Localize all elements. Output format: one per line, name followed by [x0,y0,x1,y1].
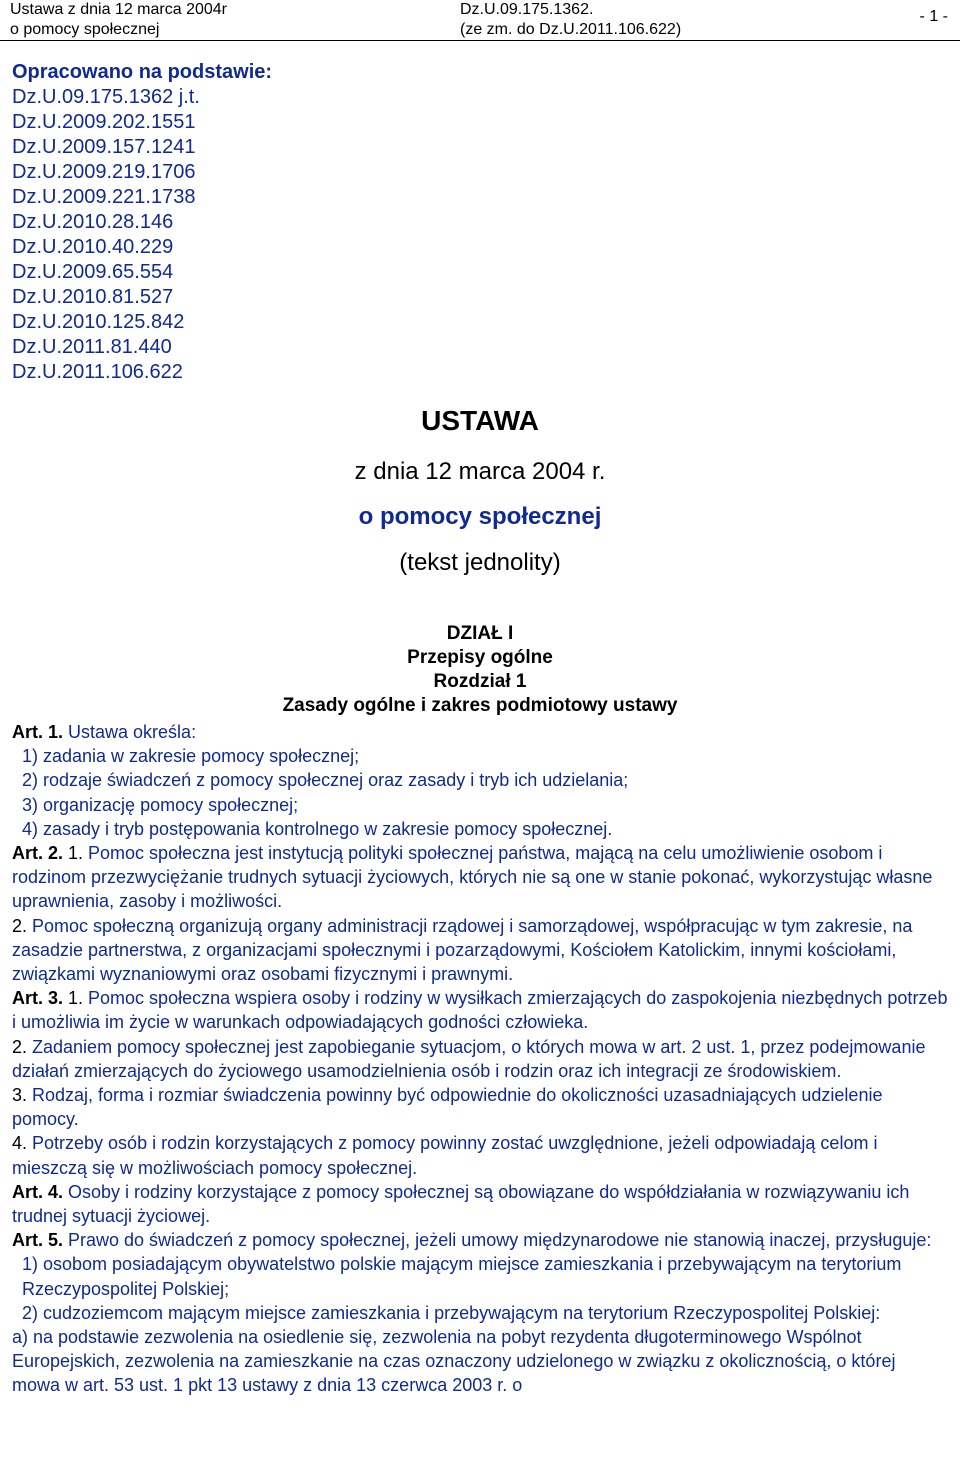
art4 [12,1180,948,1228]
source-item: Dz.U.2011.106.622 [12,361,183,383]
source-item: Dz.U.2009.219.1706 [12,161,196,183]
source-item: Dz.U.2010.28.146 [12,211,174,233]
source-item: Dz.U.2010.40.229 [12,236,174,258]
art1-item: 4) zasady i tryb postępowania kontrolnego w zakresie pomocy społecznej. [22,818,613,839]
art4-text: Osoby i rodziny korzystające z pomocy społecznej są obowiązane do współdziałania w rozwiązywaniu ich trudnej sytuacji życiowej. [12,1181,910,1227]
art1-intro-text: Ustawa określa: [63,722,197,742]
dzial-label: DZIAŁ I [446,623,514,644]
art3-par3-text: Rodzaj, forma i rozmiar świadczenia powinny być odpowiednie do okoliczności uzasadniających udzielenie pomocy. [12,1085,883,1130]
art1-item: 1) zadania w zakresie pomocy społecznej; [22,746,360,767]
art3-par4-text: Potrzeby osób i rodzin korzystających z pomocy powinny zostać uwzględnione, jeżeli odpowiadają celom i mieszczą się w możliwościach pomocy społecznej. [12,1133,878,1178]
art3-par2 [12,1035,948,1083]
source-item: Dz.U.2010.125.842 [12,311,185,333]
header-divider [0,40,960,41]
header-journal-ref: Dz.U.09.175.1362. [460,1,594,18]
art2-par1 [12,841,948,914]
sources-items [12,85,948,385]
source-item: Dz.U.2009.221.1738 [12,186,196,208]
art5-text: Prawo do świadczeń z pomocy społecznej, jeżeli umowy międzynarodowe nie stanowią inaczej, przysługuje: [63,1230,932,1251]
rozdzial-label: Rozdział 1 [433,671,527,692]
document-body [12,720,948,1398]
source-item: Dz.U.09.175.1362 j.t. [12,86,200,108]
art5-item-a: a) na podstawie zezwolenia na osiedlenie się, zezwolenia na pobyt rezydenta długoterminowego Wspólnot Europejskich, zezwolenia na zamieszkanie na czas oznaczony udzielonego w związku z okolicznością, o której mowa w art. 53 ust. 1 pkt 13 ustawy z dnia 13 czerwca 2003 r. o [12,1327,896,1396]
art2-par1-num: 1. [63,843,84,864]
art2-par2-text: Pomoc społeczną organizują organy administracji rządowej i samorządowej, współpracując w tym zakresie, na zasadzie partnerstwa, z organizacjami społecznymi i pozarządowymi, Kościołem Katolickim, innymi kościołami, związkami wyznaniowymi oraz osobami fizycznymi i prawnymi. [12,915,913,985]
source-item: Dz.U.2010.81.527 [12,286,174,308]
art4-label: Art. 4. [12,1181,64,1202]
document-note: (tekst jednolity) [399,549,561,576]
page-number: - 1 - [919,8,948,25]
art3-par1-text: Pomoc społeczna wspiera osoby i rodziny w wysiłkach zmierzających do zaspokojenia niezbędnych potrzeb i umożliwia im życie w warunkach odpowiadających godności człowieka. [12,988,948,1033]
art2-label: Art. 2. [12,843,64,864]
document-date: z dnia 12 marca 2004 r. [354,458,606,485]
source-item: Dz.U.2009.65.554 [12,261,174,283]
art2-par2-num: 2. [12,915,28,936]
art1-label: Art. 1. [12,722,64,742]
art3-par1-num: 1. [63,988,84,1009]
source-item: Dz.U.2009.202.1551 [12,111,196,133]
art1-intro [12,720,948,744]
art1-item: 2) rodzaje świadczeń z pomocy społecznej oraz zasady i tryb ich udzielania; [22,770,629,791]
rozdzial-name: Zasady ogólne i zakres podmiotowy ustawy [282,695,678,716]
art3-par2-num: 2. [12,1036,28,1057]
art3-par4-num: 4. [12,1133,28,1154]
sources-list [12,60,948,385]
header-amendments: (ze zm. do Dz.U.2011.106.622) [460,21,682,38]
art3-par2-text: Zadaniem pomocy społecznej jest zapobieganie sytuacjom, o których mowa w art. 2 ust. 1, przez podejmowanie działań zmierzających do życiowego usamodzielnienia osób i rodzin oraz ich integracji ze środowiskiem. [12,1036,926,1081]
art3-par4 [12,1131,948,1179]
art5-item1: 1) osobom posiadającym obywatelstwo polskie mającym miejsce zamieszkania i przebywającym na terytorium Rzeczypospolitej Polskiej; [22,1254,902,1299]
art3-par1 [12,986,948,1034]
dzial-name: Przepisy ogólne [407,647,553,668]
header-left [10,0,227,40]
art2-par1-text: Pomoc społeczna jest instytucją polityki społecznej państwa, mającą na celu umożliwienie osobom i rodzinom przezwyciężanie trudnych sytuacji życiowych, których nie są one w stanie pokonać, wykorzystując własne uprawnienia, zasoby i możliwości. [12,843,933,912]
header-act-title: o pomocy społecznej [10,21,160,38]
art3-label: Art. 3. [12,988,64,1009]
source-item: Dz.U.2011.81.440 [12,336,172,358]
art1-item: 3) organizację pomocy społecznej; [22,794,299,815]
art3-par3 [12,1083,948,1131]
document-title: USTAWA [421,405,539,436]
header-middle [460,0,681,40]
header-act-date: Ustawa z dnia 12 marca 2004r [10,1,227,18]
art5-label: Art. 5. [12,1230,64,1251]
art2-par2 [12,914,948,987]
art5-item2: 2) cudzoziemcom mającym miejsce zamieszkania i przebywającym na terytorium Rzeczypospolitej Polskiej: [22,1302,881,1323]
art5 [12,1228,948,1252]
sources-title: Opracowano na podstawie: [12,61,273,83]
art3-par3-num: 3. [12,1085,28,1106]
source-item: Dz.U.2009.157.1241 [12,136,196,158]
page-header [0,0,960,40]
division-heading [0,622,960,718]
document-name: o pomocy społecznej [358,503,602,530]
